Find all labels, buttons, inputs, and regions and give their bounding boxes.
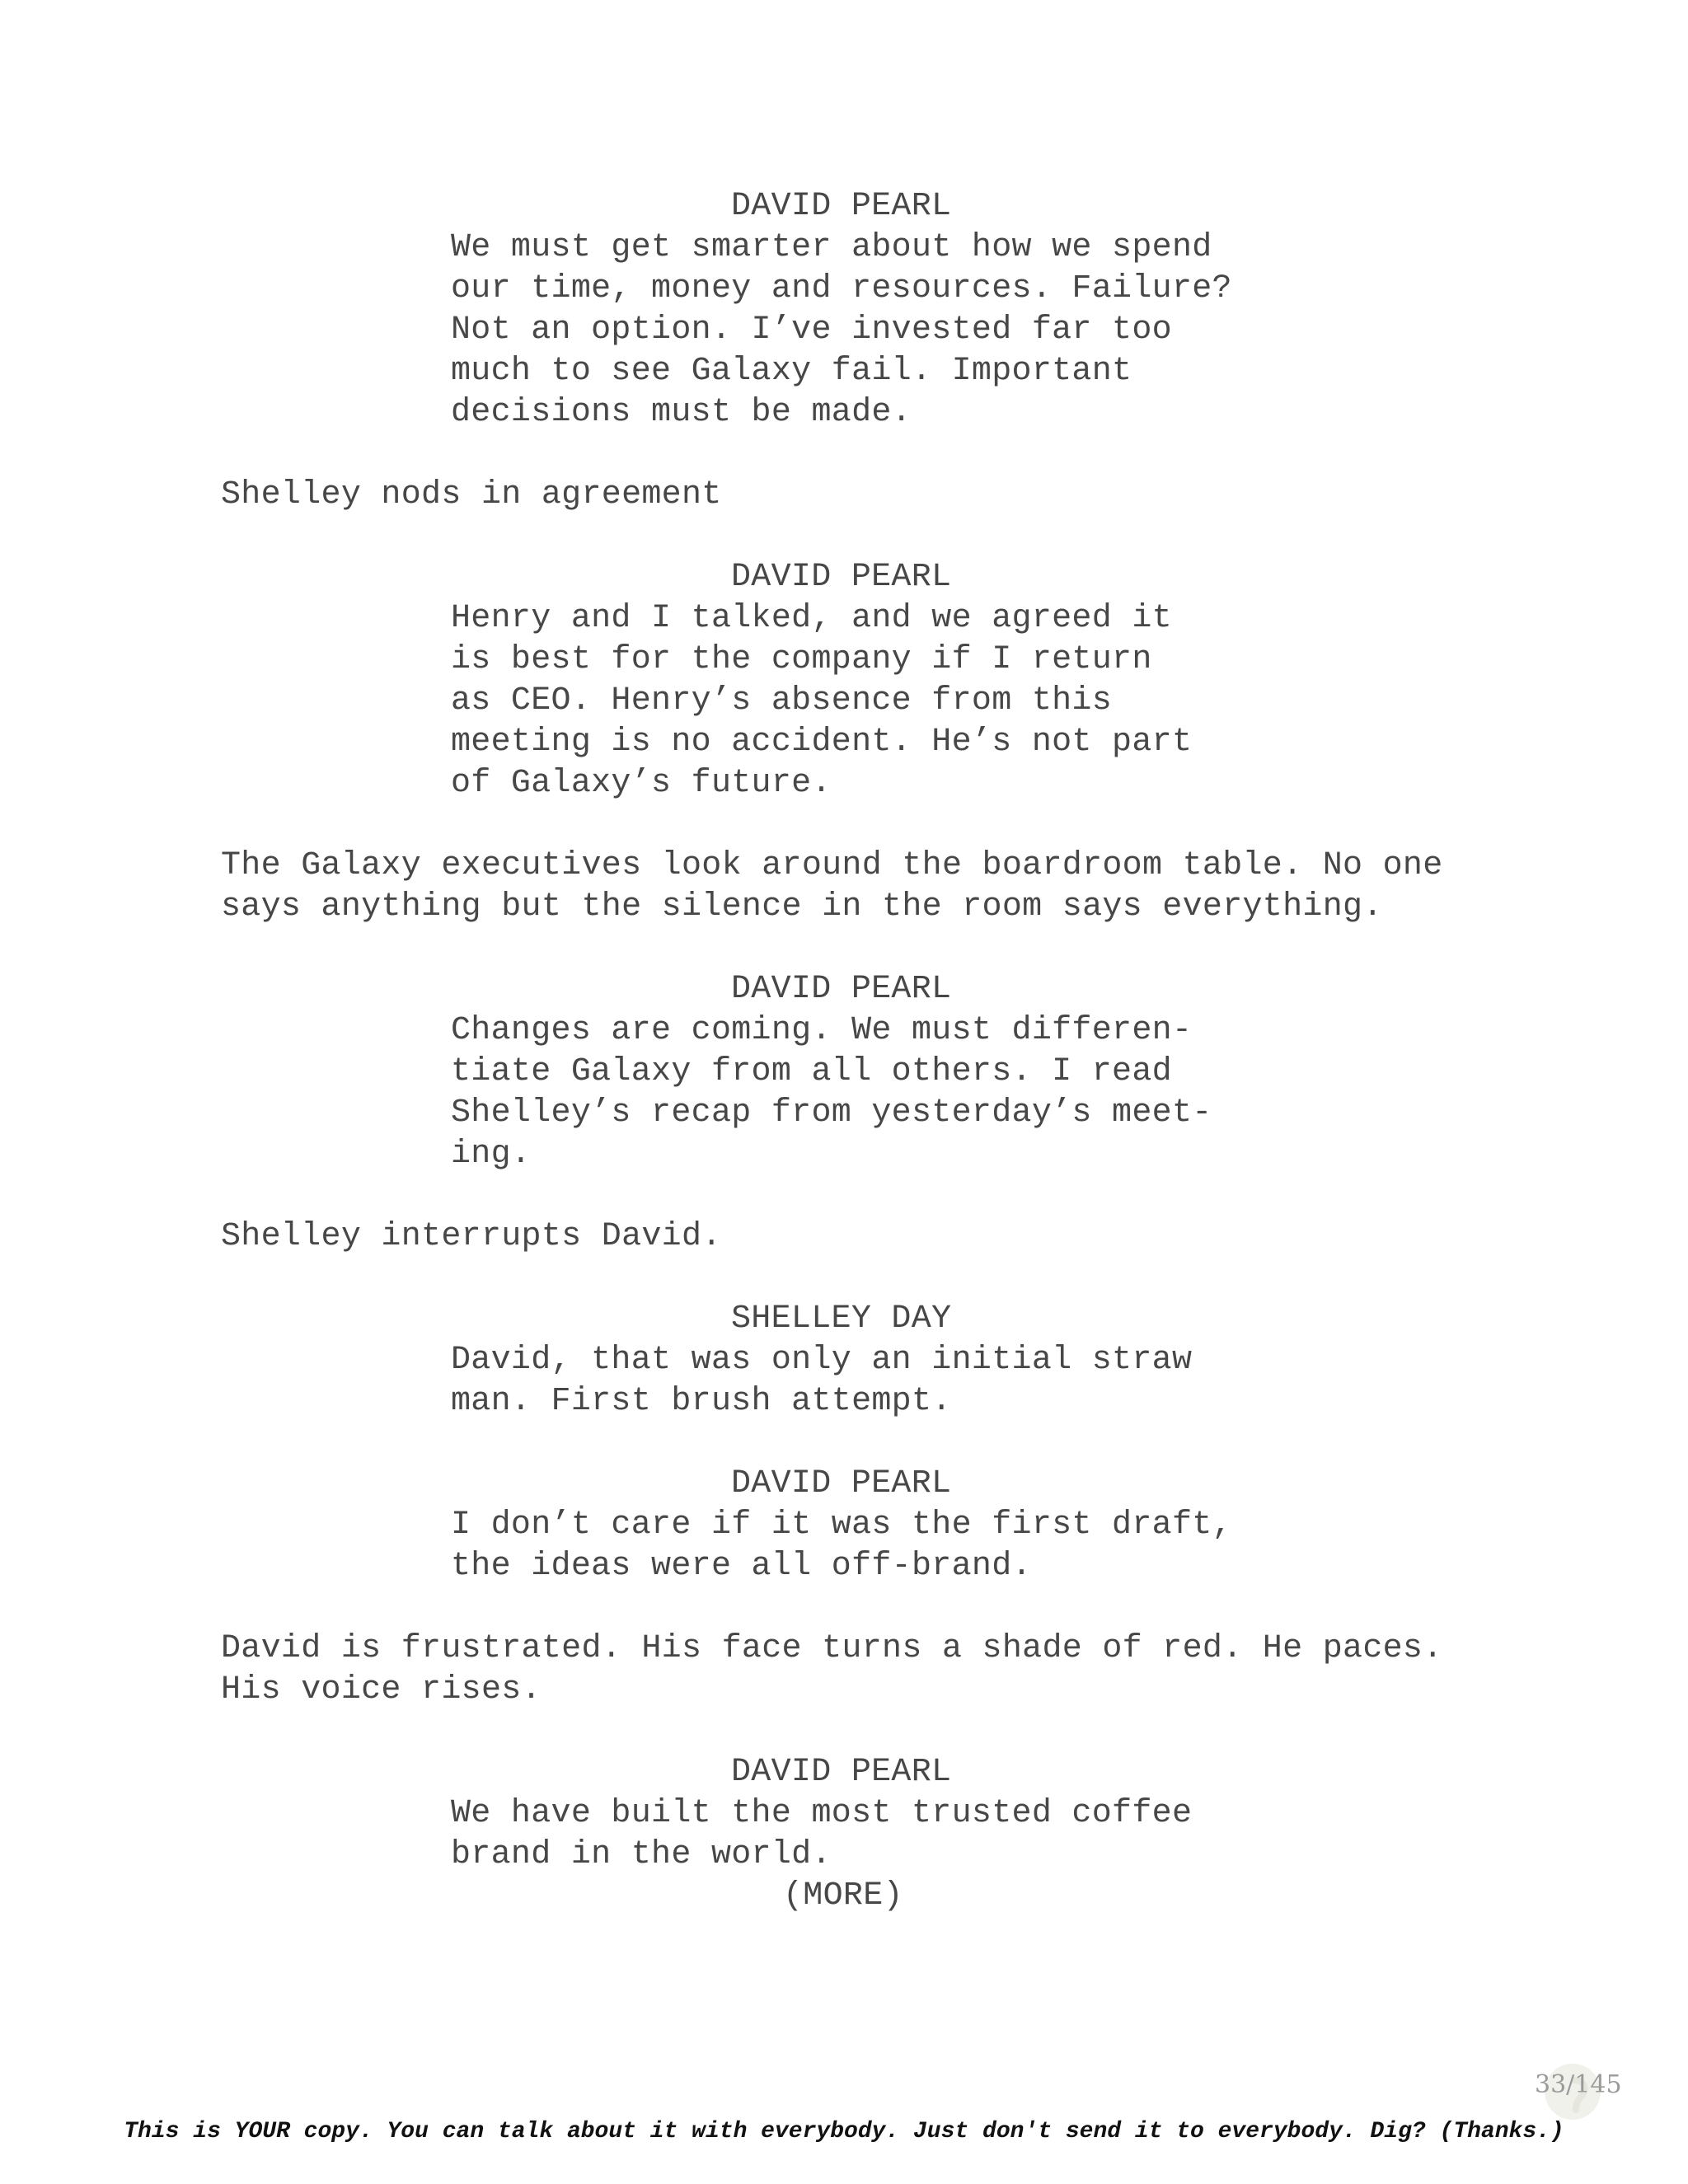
dialogue-line: ing. <box>451 1136 532 1173</box>
action-line: Shelley interrupts David. <box>221 1218 722 1255</box>
dialogue-line: the ideas were all off-brand. <box>451 1548 1032 1585</box>
dialogue-line: is best for the company if I return <box>451 641 1152 678</box>
dialogue-line: of Galaxy’s future. <box>451 765 832 802</box>
dialogue-line: I don’t care if it was the first draft, <box>451 1507 1232 1544</box>
action-line: The Galaxy executives look around the boardroom table. No one <box>221 847 1443 884</box>
dialogue-line: much to see Galaxy fail. Important <box>451 353 1132 390</box>
action-line: Shelley nods in agreement <box>221 476 722 513</box>
dialogue-line: our time, money and resources. Failure? <box>451 270 1232 307</box>
character-name: DAVID PEARL <box>731 971 952 1008</box>
footer-notice: This is YOUR copy. You can talk about it with everybody. Just don't send it to everybody. Dig? (Thanks.) <box>124 2119 1564 2144</box>
action-line: His voice rises. <box>221 1671 542 1708</box>
character-name: SHELLEY DAY <box>731 1301 952 1338</box>
dialogue-line: We have built the most trusted coffee <box>451 1795 1193 1832</box>
action-line: says anything but the silence in the room says everything. <box>221 888 1383 926</box>
dialogue-line: man. First brush attempt. <box>451 1383 952 1420</box>
more-continuation: (MORE) <box>783 1877 903 1915</box>
dialogue-line: Not an option. I’ve invested far too <box>451 312 1172 349</box>
dialogue-line: Changes are coming. We must differen- <box>451 1012 1193 1049</box>
character-name: DAVID PEARL <box>731 559 952 596</box>
dialogue-line: Shelley’s recap from yesterday’s meet- <box>451 1094 1212 1132</box>
character-name: DAVID PEARL <box>731 188 952 225</box>
character-name: DAVID PEARL <box>731 1754 952 1791</box>
page-number: 33/145 <box>1535 2070 1622 2099</box>
dialogue-line: meeting is no accident. He’s not part <box>451 724 1193 761</box>
dialogue-line: brand in the world. <box>451 1836 832 1873</box>
dialogue-line: tiate Galaxy from all others. I read <box>451 1053 1172 1090</box>
dialogue-line: David, that was only an initial straw <box>451 1342 1193 1379</box>
action-line: David is frustrated. His face turns a shade of red. He paces. <box>221 1630 1443 1667</box>
character-name: DAVID PEARL <box>731 1465 952 1502</box>
dialogue-line: Henry and I talked, and we agreed it <box>451 600 1172 637</box>
dialogue-line: We must get smarter about how we spend <box>451 229 1212 266</box>
dialogue-line: decisions must be made. <box>451 394 912 431</box>
dialogue-line: as CEO. Henry’s absence from this <box>451 682 1113 719</box>
